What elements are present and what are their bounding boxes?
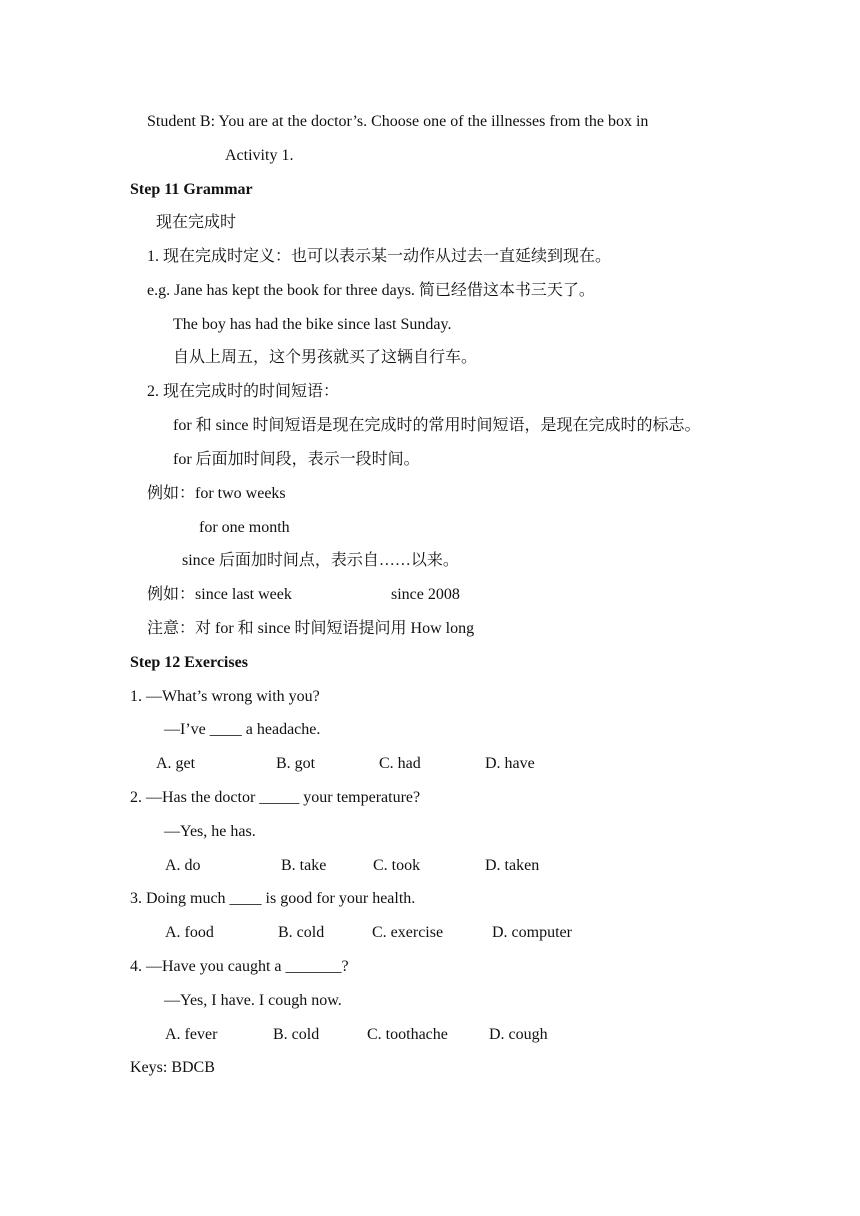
example-1: e.g. Jane has kept the book for three days. 简已经借这本书三天了。 bbox=[147, 282, 595, 299]
option: B. take bbox=[281, 857, 327, 874]
step12-heading: Step 12 Exercises bbox=[130, 654, 248, 671]
student-b-line-continued: Activity 1. bbox=[225, 147, 294, 164]
question-2-answer-line: —Yes, he has. bbox=[164, 823, 256, 840]
question-4: 4. —Have you caught a _______? bbox=[130, 958, 349, 975]
option: B. got bbox=[276, 755, 316, 772]
attention-note: 注意：对 for 和 since 时间短语提问用 How long bbox=[147, 620, 475, 637]
option: B. cold bbox=[273, 1026, 320, 1043]
option: C. exercise bbox=[372, 924, 444, 941]
option: C. had bbox=[379, 755, 421, 772]
for-example-1: for two weeks bbox=[195, 485, 286, 502]
option: B. cold bbox=[278, 924, 325, 941]
for-note: for 后面加时间段，表示一段时间。 bbox=[173, 451, 420, 468]
option: D. have bbox=[485, 755, 535, 772]
grammar-subtitle: 现在完成时 bbox=[156, 214, 237, 231]
answer-keys: Keys: BDCB bbox=[130, 1059, 215, 1076]
question-1-answer-line: —I’ve ____ a headache. bbox=[164, 721, 321, 738]
option: D. cough bbox=[489, 1026, 548, 1043]
option: A. get bbox=[156, 755, 196, 772]
for-example-line bbox=[147, 484, 286, 504]
since-example-label: 例如： bbox=[147, 586, 196, 603]
option: D. computer bbox=[492, 924, 572, 941]
example-2-english: The boy has had the bike since last Sunday. bbox=[173, 316, 452, 333]
grammar-point-2: 2. 现在完成时的时间短语： bbox=[147, 383, 340, 400]
for-since-note: for 和 since 时间短语是现在完成时的常用时间短语，是现在完成时的标志。 bbox=[173, 417, 701, 434]
step11-heading: Step 11 Grammar bbox=[130, 181, 253, 198]
option: A. do bbox=[165, 857, 201, 874]
option: C. toothache bbox=[367, 1026, 448, 1043]
question-4-answer-line: —Yes, I have. I cough now. bbox=[164, 992, 342, 1009]
option: A. food bbox=[165, 924, 214, 941]
for-example-2: for one month bbox=[199, 519, 290, 536]
option: C. took bbox=[373, 857, 421, 874]
option: A. fever bbox=[165, 1026, 218, 1043]
since-example-2: since 2008 bbox=[391, 586, 460, 603]
question-2: 2. —Has the doctor _____ your temperature? bbox=[130, 789, 421, 806]
question-3: 3. Doing much ____ is good for your health. bbox=[130, 890, 416, 907]
option: D. taken bbox=[485, 857, 540, 874]
since-example-line bbox=[147, 585, 292, 605]
since-example-1: since last week bbox=[195, 586, 292, 603]
since-note: since 后面加时间点，表示自……以来。 bbox=[182, 552, 459, 569]
grammar-point-1: 1. 现在完成时定义：也可以表示某一动作从过去一直延续到现在。 bbox=[147, 248, 612, 265]
for-example-label: 例如： bbox=[147, 485, 196, 502]
student-b-line: Student B: You are at the doctor’s. Choose one of the illnesses from the box in bbox=[147, 113, 649, 130]
example-2-chinese: 自从上周五，这个男孩就买了这辆自行车。 bbox=[173, 349, 478, 366]
question-1: 1. —What’s wrong with you? bbox=[130, 688, 320, 705]
